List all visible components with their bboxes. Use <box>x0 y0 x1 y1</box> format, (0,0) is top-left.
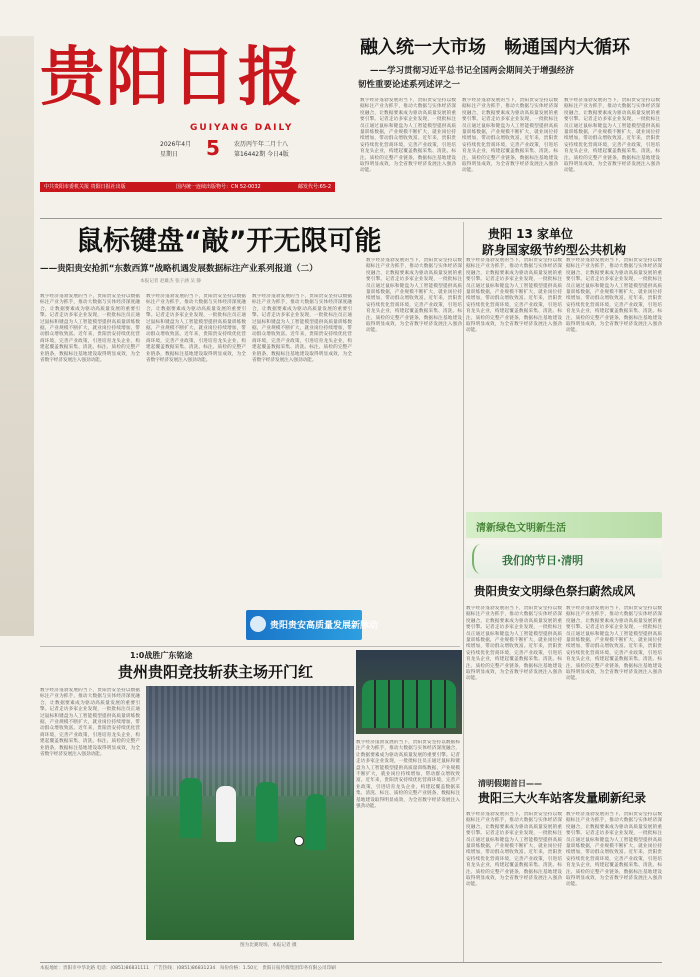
green-ad-text: 清新绿色文明新生活 <box>476 523 566 534</box>
development-banner-text: 贵阳贵安高质量发展新脉动 <box>270 621 379 631</box>
top-story-subhead-2: 韧性重要论述系列述评之一 <box>358 80 461 90</box>
post-code: 邮发代号:65-2 <box>298 184 332 190</box>
player-green-3 <box>306 794 326 850</box>
weekday: 星期日 <box>160 151 179 158</box>
festival-banner <box>466 540 662 578</box>
footer <box>40 962 662 972</box>
sports-story-kicker: 1:0战胜广东铭途 <box>130 651 193 660</box>
right-story-headline-2: 跻身国家级节约型公共机构 <box>482 243 627 257</box>
festival-story-body-col-2: 数字经济蓬勃发展的当下，贵阳贵安坚持以数据标注产业为抓手，推动大数据与实体经济深度融合，让数据要素成为驱动高质量发展的重要引擎。记者走访多家企业发现，一批批标注员正通过鼠标和键盘为人工智能模型提供高质量训练数据，产业规模不断扩大，就业岗位持续增加，带动群众增收致富。近年来，贵阳贵安持续优化营商环境，完善产业政策，引进培育龙头企业，构建起覆盖数据采集、清洗、标注、质检的完整产业链条，数据标注基地建设取得明显成效，为全省数字经济发展注入强劲动能。 <box>566 606 662 682</box>
player-green-1 <box>180 778 202 838</box>
issue-number: 第16442期 今日4版 <box>234 151 289 158</box>
right-story-body-col-1: 数字经济蓬勃发展的当下，贵阳贵安坚持以数据标注产业为抓手，推动大数据与实体经济深度融合，让数据要素成为驱动高质量发展的重要引擎。记者走访多家企业发现，一批批标注员正通过鼠标和键盘为人工智能模型提供高质量训练数据，产业规模不断扩大，就业岗位持续增加，带动群众增收致富。近年来，贵阳贵安持续优化营商环境，完善产业政策，引进培育龙头企业，构建起覆盖数据采集、清洗、标注、质检的完整产业链条，数据标注基地建设取得明显成效，为全省数字经济发展注入强劲动能。 <box>366 258 462 334</box>
rail-story <box>466 778 666 958</box>
willow-decoration-icon <box>472 544 494 574</box>
masthead-date-row <box>160 136 350 161</box>
right-story-headline-1: 贵阳 13 家单位 <box>488 227 574 241</box>
top-story-body-col-1: 数字经济蓬勃发展的当下，贵阳贵安坚持以数据标注产业为抓手，推动大数据与实体经济深度融合，让数据要素成为驱动高质量发展的重要引擎。记者走访多家企业发现，一批批标注员正通过鼠标和键盘为人工智能模型提供高质量训练数据，产业规模不断扩大，就业岗位持续增加，带动群众增收致富。近年来，贵阳贵安持续优化营商环境，完善产业政策，引进培育龙头企业，构建起覆盖数据采集、清洗、标注、质检的完整产业链条，数据标注基地建设取得明显成效，为全省数字经济发展注入强劲动能。 <box>360 98 456 174</box>
top-story-body-col-3: 数字经济蓬勃发展的当下，贵阳贵安坚持以数据标注产业为抓手，推动大数据与实体经济深度融合，让数据要素成为驱动高质量发展的重要引擎。记者走访多家企业发现，一批批标注员正通过鼠标和键盘为人工智能模型提供高质量训练数据，产业规模不断扩大，就业岗位持续增加，带动群众增收致富。近年来，贵阳贵安持续优化营商环境，完善产业政策，引进培育龙头企业，构建起覆盖数据采集、清洗、标注、质检的完整产业链条，数据标注基地建设取得明显成效，为全省数字经济发展注入强劲动能。 <box>564 98 660 174</box>
rail-story-body-col-2: 数字经济蓬勃发展的当下，贵阳贵安坚持以数据标注产业为抓手，推动大数据与实体经济深度融合，让数据要素成为驱动高质量发展的重要引擎。记者走访多家企业发现，一批批标注员正通过鼠标和键盘为人工智能模型提供高质量训练数据，产业规模不断扩大，就业岗位持续增加，带动群众增收致富。近年来，贵阳贵安持续优化营商环境，完善产业政策，引进培育龙头企业，构建起覆盖数据采集、清洗、标注、质检的完整产业链条，数据标注基地建设取得明显成效，为全省数字经济发展注入强劲动能。 <box>566 812 662 888</box>
lead-story-body-col-3: 数字经济蓬勃发展的当下，贵阳贵安坚持以数据标注产业为抓手，推动大数据与实体经济深度融合，让数据要素成为驱动高质量发展的重要引擎。记者走访多家企业发现，一批批标注员正通过鼠标和键盘为人工智能模型提供高质量训练数据，产业规模不断扩大，就业岗位持续增加，带动群众增收致富。近年来，贵阳贵安持续优化营商环境，完善产业政策，引进培育龙头企业，构建起覆盖数据采集、清洗、标注、质检的完整产业链条，数据标注基地建设取得明显成效，为全省数字经济发展注入强劲动能。 <box>252 294 352 364</box>
festival-story-body-col-1: 数字经济蓬勃发展的当下，贵阳贵安坚持以数据标注产业为抓手，推动大数据与实体经济深度融合，让数据要素成为驱动高质量发展的重要引擎。记者走访多家企业发现，一批批标注员正通过鼠标和键盘为人工智能模型提供高质量训练数据，产业规模不断扩大，就业岗位持续增加，带动群众增收致富。近年来，贵阳贵安持续优化营商环境，完善产业政策，引进培育龙头企业，构建起覆盖数据采集、清洗、标注、质检的完整产业链条，数据标注基地建设取得明显成效，为全省数字经济发展注入强劲动能。 <box>466 606 562 682</box>
divider-horizontal-top <box>40 218 662 219</box>
masthead-pinyin: GUIYANG DAILY <box>190 123 294 133</box>
publisher-badge: 中共贵阳市委机关报 贵阳日报社出版 <box>44 184 126 190</box>
top-story-subhead-1: ——学习贯彻习近平总书记全国两会期间关于增强经济 <box>370 66 575 76</box>
masthead-info-bar <box>40 182 335 192</box>
green-ad-banner <box>466 512 662 538</box>
player-green-2 <box>256 782 278 842</box>
footer-text: 本报地址：贵阳市中华北路 电话：(0851)86831111 广告热线：(0851)86831234 每份价格：1.50元 贵阳日报传媒集团印务有限公司印刷 <box>40 966 336 971</box>
stadium-crowd <box>146 686 354 796</box>
top-story <box>352 36 662 246</box>
banner-logo-icon <box>250 616 266 632</box>
sports-story-body: 数字经济蓬勃发展的当下，贵阳贵安坚持以数据标注产业为抓手，推动大数据与实体经济深度融合，让数据要素成为驱动高质量发展的重要引擎。记者走访多家企业发现，一批批标注员正通过鼠标和键盘为人工智能模型提供高质量训练数据，产业规模不断扩大，就业岗位持续增加，带动群众增收致富。近年来，贵阳贵安持续优化营商环境，完善产业政策，引进培育龙头企业，构建起覆盖数据采集、清洗、标注、质检的完整产业链条，数据标注基地建设取得明显成效，为全省数字经济发展注入强劲动能。 <box>40 688 140 758</box>
rail-story-body-col-1: 数字经济蓬勃发展的当下，贵阳贵安坚持以数据标注产业为抓手，推动大数据与实体经济深度融合，让数据要素成为驱动高质量发展的重要引擎。记者走访多家企业发现，一批批标注员正通过鼠标和键盘为人工智能模型提供高质量训练数据，产业规模不断扩大，就业岗位持续增加，带动群众增收致富。近年来，贵阳贵安持续优化营商环境，完善产业政策，引进培育龙头企业，构建起覆盖数据采集、清洗、标注、质检的完整产业链条，数据标注基地建设取得明显成效，为全省数字经济发展注入强劲动能。 <box>466 812 562 888</box>
festival-story-headline: 贵阳贵安文明绿色祭扫蔚然成风 <box>474 584 635 598</box>
sports-photo <box>146 686 354 940</box>
sports-story-headline: 贵州贵阳竞技斩获主场开门红 <box>118 663 314 681</box>
celebration-photo <box>356 650 462 734</box>
page-edge-strip <box>0 36 34 636</box>
date-year: 2026年4月 <box>160 141 192 148</box>
masthead-title: 贵阳日报 <box>40 40 304 115</box>
rail-story-headline: 贵阳三大火车站客发量刷新纪录 <box>478 791 647 805</box>
lead-story-headline: 鼠标键盘“敲”开无限可能 <box>76 226 382 257</box>
lead-story-subhead: ——贵阳贵安抢抓“东数西算”战略机遇发展数据标注产业系列报道（二） <box>40 264 318 274</box>
right-story-body-col-3: 数字经济蓬勃发展的当下，贵阳贵安坚持以数据标注产业为抓手，推动大数据与实体经济深度融合，让数据要素成为驱动高质量发展的重要引擎。记者走访多家企业发现，一批批标注员正通过鼠标和键盘为人工智能模型提供高质量训练数据，产业规模不断扩大，就业岗位持续增加，带动群众增收致富。近年来，贵阳贵安持续优化营商环境，完善产业政策，引进培育龙头企业，构建起覆盖数据采集、清洗、标注、质检的完整产业链条，数据标注基地建设取得明显成效，为全省数字经济发展注入强劲动能。 <box>566 258 662 334</box>
sports-body-col-2: 数字经济蓬勃发展的当下，贵阳贵安坚持以数据标注产业为抓手，推动大数据与实体经济深度融合，让数据要素成为驱动高质量发展的重要引擎。记者走访多家企业发现，一批批标注员正通过鼠标和键盘为人工智能模型提供高质量训练数据，产业规模不断扩大，就业岗位持续增加，带动群众增收致富。近年来，贵阳贵安持续优化营商环境，完善产业政策，引进培育龙头企业，构建起覆盖数据采集、清洗、标注、质检的完整产业链条，数据标注基地建设取得明显成效，为全省数字经济发展注入强劲动能。 <box>356 740 460 810</box>
sports-caption: 图为比赛现场。本报记者 摄 <box>240 943 297 948</box>
development-banner <box>246 610 379 640</box>
lead-story-byline: 本报记者 赵雄杰 张子涵 吴 静 <box>140 279 201 284</box>
festival-banner-text: 我们的节日·清明 <box>502 554 584 567</box>
masthead <box>40 38 340 188</box>
divider-horizontal-sports <box>40 646 460 647</box>
cn-number: 国内统一连续出版物号：CN 52-0032 <box>176 184 261 190</box>
lead-story <box>0 222 382 722</box>
lead-story-body-col-1: 数字经济蓬勃发展的当下，贵阳贵安坚持以数据标注产业为抓手，推动大数据与实体经济深度融合，让数据要素成为驱动高质量发展的重要引擎。记者走访多家企业发现，一批批标注员正通过鼠标和键盘为人工智能模型提供高质量训练数据，产业规模不断扩大，就业岗位持续增加，带动群众增收致富。近年来，贵阳贵安持续优化营商环境，完善产业政策，引进培育龙头企业，构建起覆盖数据采集、清洗、标注、质检的完整产业链条，数据标注基地建设取得明显成效，为全省数字经济发展注入强劲动能。 <box>40 294 140 364</box>
date-day: 5 <box>206 136 220 160</box>
rail-story-kicker: 清明假期首日—— <box>478 779 542 788</box>
right-story-body-col-2: 数字经济蓬勃发展的当下，贵阳贵安坚持以数据标注产业为抓手，推动大数据与实体经济深度融合，让数据要素成为驱动高质量发展的重要引擎。记者走访多家企业发现，一批批标注员正通过鼠标和键盘为人工智能模型提供高质量训练数据，产业规模不断扩大，就业岗位持续增加，带动群众增收致富。近年来，贵阳贵安持续优化营商环境，完善产业政策，引进培育龙头企业，构建起覆盖数据采集、清洗、标注、质检的完整产业链条，数据标注基地建设取得明显成效，为全省数字经济发展注入强劲动能。 <box>466 258 562 334</box>
lunar-date: 农历丙午年二月十八 <box>234 141 289 148</box>
player-white-1 <box>216 786 236 842</box>
top-story-body-col-2: 数字经济蓬勃发展的当下，贵阳贵安坚持以数据标注产业为抓手，推动大数据与实体经济深度融合，让数据要素成为驱动高质量发展的重要引擎。记者走访多家企业发现，一批批标注员正通过鼠标和键盘为人工智能模型提供高质量训练数据，产业规模不断扩大，就业岗位持续增加，带动群众增收致富。近年来，贵阳贵安持续优化营商环境，完善产业政策，引进培育龙头企业，构建起覆盖数据采集、清洗、标注、质检的完整产业链条，数据标注基地建设取得明显成效，为全省数字经济发展注入强劲动能。 <box>462 98 558 174</box>
celebration-players <box>362 680 456 728</box>
lead-story-body-col-2: 数字经济蓬勃发展的当下，贵阳贵安坚持以数据标注产业为抓手，推动大数据与实体经济深度融合，让数据要素成为驱动高质量发展的重要引擎。记者走访多家企业发现，一批批标注员正通过鼠标和键盘为人工智能模型提供高质量训练数据，产业规模不断扩大，就业岗位持续增加，带动群众增收致富。近年来，贵阳贵安持续优化营商环境，完善产业政策，引进培育龙头企业，构建起覆盖数据采集、清洗、标注、质检的完整产业链条，数据标注基地建设取得明显成效，为全省数字经济发展注入强劲动能。 <box>146 294 246 364</box>
ball-icon <box>294 836 304 846</box>
divider-vertical-right <box>463 222 464 962</box>
top-story-headline: 融入统一大市场 畅通国内大循环 <box>360 37 630 58</box>
